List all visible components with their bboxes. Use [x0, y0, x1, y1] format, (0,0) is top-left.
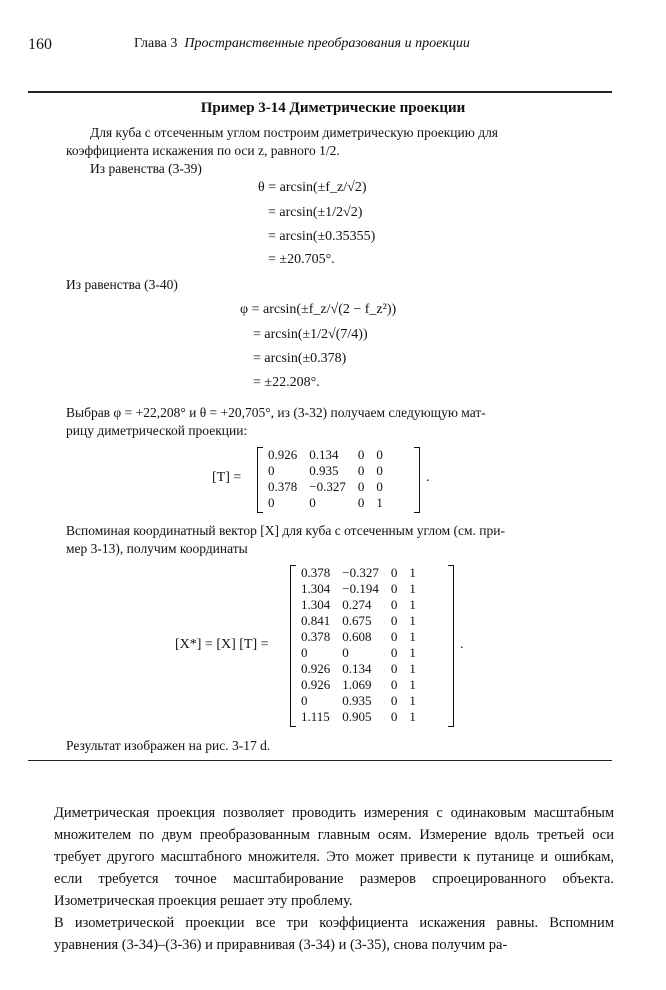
intro-line-2: коэффициента искажения по оси z, равного 1/2. [66, 143, 340, 158]
x-matrix-cell: 0 [390, 709, 398, 724]
x-matrix-row [295, 613, 422, 629]
x-matrix-cell: 1 [409, 629, 416, 644]
t-matrix-row [262, 479, 389, 495]
from-eq-39: Из равенства (3-39) [90, 161, 202, 176]
t-matrix-cell: 0 [376, 447, 383, 462]
x-matrix-cell: 0 [342, 645, 349, 660]
x-matrix-cell: 1 [409, 709, 416, 724]
x-matrix-cell: 1 [409, 693, 416, 708]
x-period: . [460, 637, 464, 652]
x-matrix-cell: 0.378 [301, 629, 331, 644]
x-matrix-cell: 1 [409, 677, 416, 692]
t-matrix-row [262, 447, 389, 463]
x-matrix-cell: 0 [301, 693, 308, 708]
x-matrix-cell: 0 [390, 677, 398, 692]
t-matrix-cell: 0 [376, 479, 383, 494]
x-matrix-row [295, 565, 422, 581]
x-matrix-cell: 0.926 [301, 661, 331, 676]
chapter-title: Пространственные преобразования и проекции [184, 36, 470, 51]
x-matrix-cell: 0 [390, 629, 398, 644]
bottom-rule [28, 760, 612, 761]
choice-line-2: рицу диметрической проекции: [66, 423, 248, 438]
x-matrix-cell: 0.926 [301, 677, 331, 692]
t-label: [T] = [212, 470, 242, 485]
x-matrix-cell: 0.935 [342, 693, 372, 708]
x-matrix-cell: 0.378 [301, 565, 331, 580]
x-matrix-cell: 1.115 [301, 709, 330, 724]
t-matrix-row [262, 495, 389, 511]
t-matrix-cell: 0 [357, 495, 365, 510]
x-matrix-cell: 1 [409, 645, 416, 660]
x-matrix-cell: 0.134 [342, 661, 372, 676]
x-matrix-cell: 0 [390, 581, 398, 596]
t-period: . [426, 470, 430, 485]
t-matrix-cell: 0 [357, 463, 365, 478]
x-matrix-cell: 0 [390, 645, 398, 660]
x-matrix-cell: 1.304 [301, 581, 331, 596]
phi-eq-2: = arcsin(±1/2√(7/4)) [253, 327, 368, 342]
intro-line-1: Для куба с отсеченным углом построим диметрическую проекцию для [90, 125, 499, 140]
x-matrix-cell: 1 [409, 597, 416, 612]
x-matrix-cell: 1 [409, 613, 416, 628]
x-matrix-cell: 0.841 [301, 613, 331, 628]
top-rule [28, 91, 612, 93]
x-matrix-cell: 0.608 [342, 629, 372, 644]
paragraph-isometric: В изометрической проекции все три коэффициента искажения равны. Вспомним уравнения (3-34)–(3-36) и приравнивая (3-34) и (3-35), снова получим ра- [54, 915, 614, 953]
x-matrix-row [295, 645, 422, 661]
theta-eq-1: θ = arcsin(±f_z/√2) [258, 180, 367, 195]
x-matrix-row [295, 693, 422, 709]
t-matrix-cell: 0.134 [309, 447, 339, 462]
x-matrix-cell: 1 [409, 581, 416, 596]
result-line: Результат изображен на рис. 3-17 d. [66, 738, 271, 753]
phi-eq-3: = arcsin(±0.378) [253, 351, 347, 366]
t-matrix-cell: 0 [309, 495, 316, 510]
chapter-label: Глава 3 [134, 36, 178, 51]
x-matrix-cell: 0 [301, 645, 308, 660]
running-header [134, 36, 470, 52]
t-matrix-cell: 0 [357, 447, 365, 462]
x-matrix-cell: 1.069 [342, 677, 372, 692]
t-matrix-cell: 0 [376, 463, 383, 478]
x-matrix-row [295, 677, 422, 693]
t-matrix-row [262, 463, 389, 479]
example-title: Пример 3-14 Диметрические проекции [200, 100, 466, 116]
t-matrix-cell: 0.926 [268, 447, 298, 462]
t-right-bracket [414, 447, 420, 513]
t-matrix-cell: 0.378 [268, 479, 298, 494]
x-matrix-cell: 0.675 [342, 613, 372, 628]
page-number: 160 [28, 36, 52, 53]
theta-eq-2: = arcsin(±1/2√2) [268, 205, 363, 220]
t-matrix-cell: −0.327 [309, 479, 346, 494]
x-matrix-cell: 0 [390, 693, 398, 708]
x-label: [X*] = [X] [T] = [175, 637, 269, 652]
x-matrix-cell: −0.327 [342, 565, 379, 580]
x-matrix-row [295, 709, 422, 725]
x-matrix-cell: 1.304 [301, 597, 331, 612]
x-matrix-row [295, 581, 422, 597]
x-matrix-cell: 0.274 [342, 597, 372, 612]
recall-line-2: мер 3-13), получим координаты [66, 541, 248, 556]
theta-eq-3: = arcsin(±0.35355) [268, 229, 376, 244]
x-matrix-cell: 0 [390, 661, 398, 676]
x-matrix-cell: −0.194 [342, 581, 379, 596]
recall-line-1: Вспоминая координатный вектор [X] для куба с отсеченным углом (см. при- [66, 523, 505, 538]
t-matrix-cell: 0 [268, 495, 275, 510]
x-matrix-row [295, 629, 422, 645]
t-matrix-cell: 1 [376, 495, 383, 510]
t-matrix-cell: 0 [268, 463, 275, 478]
x-matrix [295, 565, 422, 725]
phi-eq-4: = ±22.208°. [253, 375, 320, 390]
x-matrix-row [295, 597, 422, 613]
choice-line-1: Выбрав φ = +22,208° и θ = +20,705°, из (3-32) получаем следующую мат- [66, 405, 486, 420]
t-matrix-cell: 0 [357, 479, 365, 494]
theta-eq-4: = ±20.705°. [268, 252, 335, 267]
phi-eq-1: φ = arcsin(±f_z/√(2 − f_z²)) [240, 302, 397, 317]
t-matrix [262, 447, 389, 511]
x-matrix-cell: 1 [409, 661, 416, 676]
x-matrix-cell: 0 [390, 565, 398, 580]
x-matrix-cell: 0 [390, 597, 398, 612]
x-matrix-cell: 0.905 [342, 709, 372, 724]
x-matrix-cell: 1 [409, 565, 416, 580]
x-right-bracket [448, 565, 454, 727]
paragraph-dimetric: Диметрическая проекция позволяет проводить измерения с одинаковым масштабным множителем по двум преобразованным главным осям. Измерение вдоль третьей оси требует другого масштабного множителя. Это может привести к путанице и ошибкам, если требуется точное масштабирование размеров спроецированного объекта. Изометрическая проекция решает эту проблему. [54, 805, 614, 909]
t-matrix-cell: 0.935 [309, 463, 339, 478]
x-matrix-row [295, 661, 422, 677]
x-matrix-cell: 0 [390, 613, 398, 628]
from-eq-40: Из равенства (3-40) [66, 277, 178, 292]
